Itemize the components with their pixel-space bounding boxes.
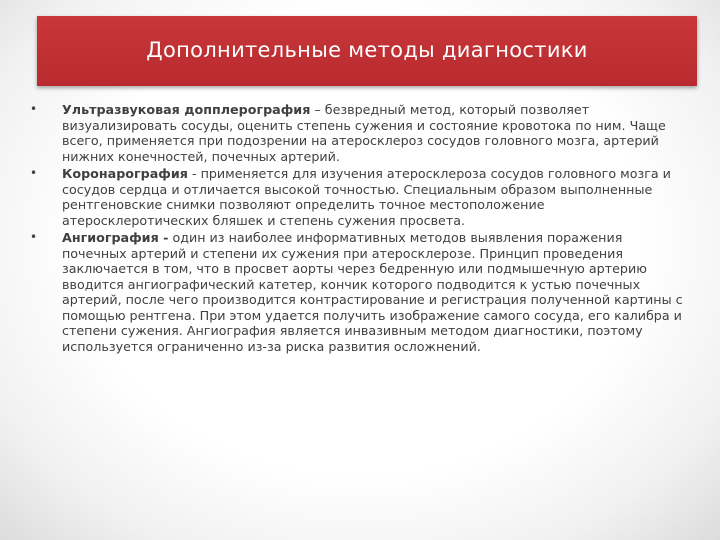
bullet-icon: • [30, 102, 38, 116]
bullet-icon: • [30, 166, 38, 180]
title-bar [37, 16, 697, 86]
bullet-item-angiography [30, 230, 690, 354]
slide-title: Дополнительные методы диагностики [146, 38, 588, 62]
bullet-item-coronarography [30, 166, 690, 228]
bullet-item-ultrasound [30, 102, 690, 164]
description-coronarography: - применяется для изучения атеросклероза сосудов головного мозга и сосудов сердца и отличается высокой точностью. Специальным образом выполненные рентгеновские снимки позволяют определить точное местоположение атеросклеротических бляшек и степень сужения просвета. [62, 166, 671, 228]
bullet-list [30, 102, 690, 356]
description-ultrasound: – безвредный метод, который позволяет визуализировать сосуды, оценить степень сужения и состояние кровотока по ним. Чаще всего, применяется при подозрении на атеросклероз сосудов головного мозга, артерий нижних конечностей, почечных артерий. [62, 102, 666, 164]
bullet-icon: • [30, 230, 38, 244]
term-angiography: Ангиография - [62, 230, 169, 245]
term-ultrasound: Ультразвуковая допплерография [62, 102, 311, 117]
description-angiography: один из наиболее информативных методов выявления поражения почечных артерий и степени их сужения при атеросклерозе. Принцип проведения заключается в том, что в просвет аорты через бедренную или подмышечную артерию вводится ангиографический катетер, кончик которого подводится к устью почечных артерий, после чего производится контрастирование и регистрация полученной картины с помощью рентгена. При этом удается получить изображение самого сосуда, его калибра и степени сужения. Ангиография является инвазивным методом диагностики, поэтому используется ограниченно из-за риска развития осложнений. [62, 230, 683, 354]
term-coronarography: Коронарография [62, 166, 188, 181]
